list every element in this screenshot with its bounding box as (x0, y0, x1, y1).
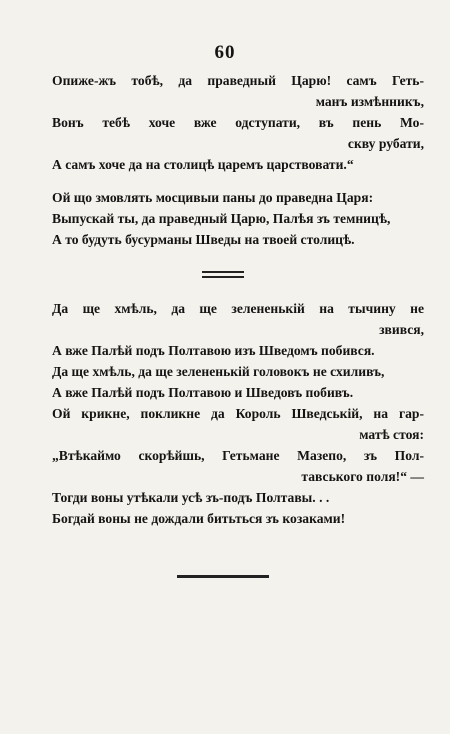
verse-line: Вонъ тебѣ хоче вже одступати, въ пень Мо- (52, 115, 424, 130)
verse-line: А вже Палѣй подъ Полтавою и Шведовъ побивъ. (52, 385, 354, 400)
end-rule (177, 575, 269, 578)
stanza-1 (52, 70, 424, 175)
verse-line: Ой крикне, покликне да Король Шведській, на гар- (52, 406, 424, 421)
verse-line: Тогди воны утѣкали усѣ зъ-подъ Полтавы. . . (52, 490, 330, 505)
verse-line: Да ще хмѣль, да ще зелененькій головокъ не схиливъ, (52, 364, 385, 379)
verse-line: тавського поля!“ — (301, 469, 424, 484)
verse-line: Опиже-жъ тобѣ, да праведный Царю! самъ Геть- (52, 73, 424, 88)
verse-line: звився, (379, 322, 424, 337)
verse-line: скву рубати, (347, 136, 424, 151)
verse-line: А вже Палѣй подъ Полтавою изъ Шведомъ побився. (52, 343, 375, 358)
verse-line: Богдай воны не дождали битьться зъ козаками! (52, 511, 346, 526)
verse-line: матѣ стоя: (359, 427, 424, 442)
verse-line: Ой що змовлять мосцивыи паны до праведна Царя: (52, 190, 374, 205)
verse-line: „Втѣкаймо скорѣйшь, Гетьмане Мазепо, зъ Пол- (52, 448, 424, 463)
verse-line: манъ измѣнникъ, (315, 94, 424, 109)
section-divider (202, 271, 244, 278)
verse-line: Выпускай ты, да праведный Царю, Палѣя зъ темницѣ, (52, 211, 391, 226)
verse-line: А самъ хоче да на столицѣ царемъ царствовати.“ (52, 157, 354, 172)
stanza-3 (52, 298, 424, 529)
page-number: 60 (214, 42, 236, 63)
verse-line: А то будуть бусурманы Шведы на твоей столицѣ. (52, 232, 355, 247)
stanza-2 (52, 187, 424, 250)
verse-line: Да ще хмѣль, да ще зелененькій на тычину не (52, 301, 424, 316)
